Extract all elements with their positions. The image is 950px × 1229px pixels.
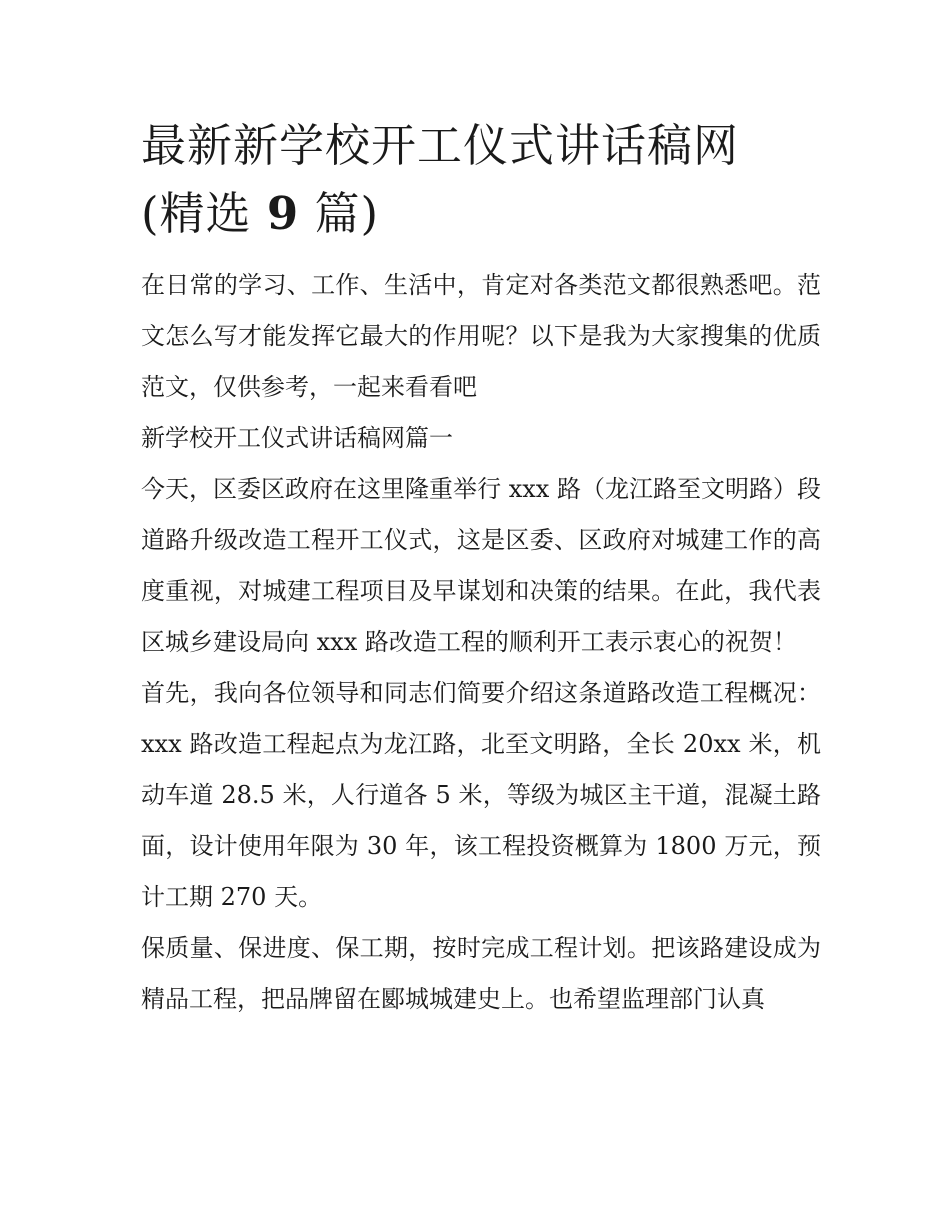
intro-paragraph: 在日常的学习、工作、生活中，肯定对各类范文都很熟悉吧。范文怎么写才能发挥它最大的作用呢？以下是我为大家搜集的优质范文，仅供参考，一起来看看吧 bbox=[141, 271, 821, 401]
body-paragraph: 保质量、保进度、保工期，按时完成工程计划。把该路建设成为精品工程，把品牌留在郾城城建史上。也希望监理部门认真 bbox=[141, 934, 821, 1013]
title-line-1: 最新新学校开工仪式讲话稿网 bbox=[141, 119, 740, 172]
document-body bbox=[141, 112, 821, 1025]
section-heading: 新学校开工仪式讲话稿网篇一 bbox=[141, 424, 453, 452]
body-paragraph: 今天，区委区政府在这里隆重举行 xxx 路（龙江路至文明路）段道路升级改造工程开工仪式，这是区委、区政府对城建工作的高度重视，对城建工程项目及早谋划和决策的结果。在此，我代表区城乡建设局向 xxx 路改造工程的顺利开工表示衷心的祝贺！ bbox=[141, 475, 821, 656]
document-title bbox=[141, 112, 821, 248]
body-paragraph: 首先，我向各位领导和同志们简要介绍这条道路改造工程概况：xxx 路改造工程起点为龙江路，北至文明路，全长 20xx 米，机动车道 28.5 米，人行道各 5 米，等级为城区主干道，混凝土路面，设计使用年限为 30 年，该工程投资概算为 1800 万元，预计工期 270 天。 bbox=[141, 679, 821, 911]
title-count: 9 bbox=[266, 187, 300, 240]
title-line-2-prefix: (精选 bbox=[141, 187, 267, 240]
title-line-2-suffix: 篇) bbox=[299, 187, 380, 240]
